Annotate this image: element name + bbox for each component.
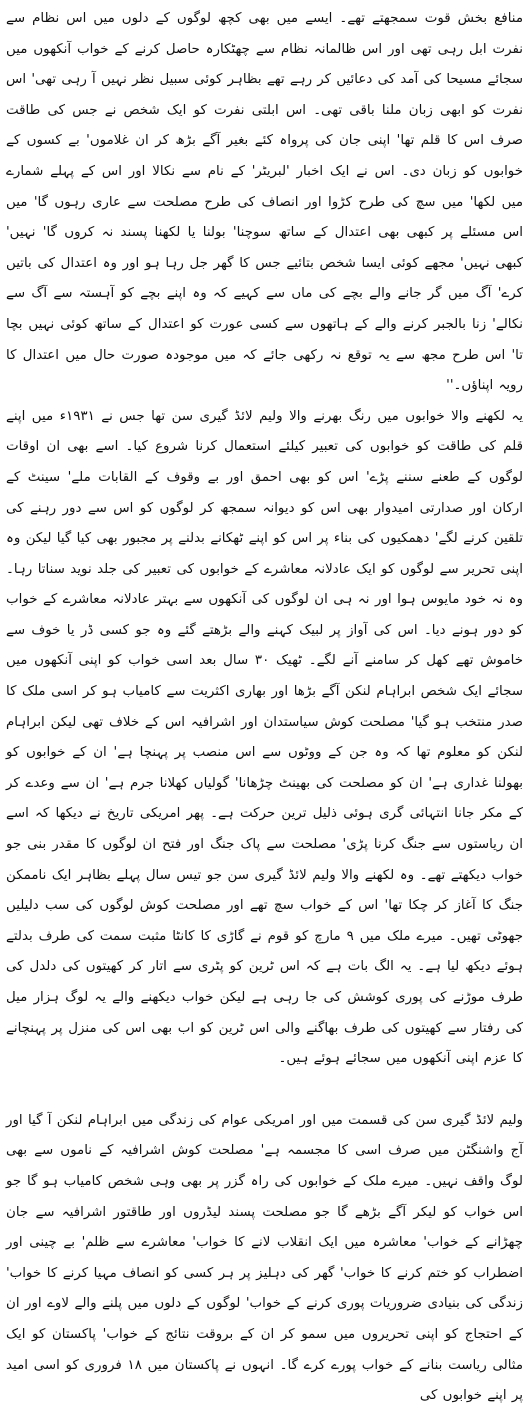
article-paragraph-2: یہ لکھنے والا خوابوں میں رنگ بھرنے والا ولیم لائڈ گیری سن تھا جس نے ۱۹۳۱ء میں اپنے قلم کی طاقت کو خوابوں کی تعبیر کیلئے استعمال کرنا شروع کیا۔ اسے بھی ان اوقات لوگوں کے طعنے سننے پڑے' اس کو بھی احمق اور بے وقوف کے القابات ملے' سینٹ کے ارکان اور صدارتی امیدوار بھی اس کو دیوانہ سمجھ کر لوگوں کو اس سے دور رہنے کی تلقین کرنے لگے' دھمکیوں کی بناء پر اس کو اپنے ٹھکانے بدلنے پر مجبور بھی کیا گیا لیکن وہ اپنی تحریر سے لوگوں کو ایک عادلانہ معاشرے کے خوابوں کی تعبیر کی جلد نوید سناتا رہا۔ وہ نہ خود مایوس ہوا اور نہ ہی ان لوگوں کی آنکھوں سے بہتر عادلانہ معاشرے کے خواب کو دور ہونے دیا۔ اس کی آواز پر لبیک کہنے والے بڑھتے گئے وہ جو کسی ڈر یا خوف سے خاموش تھے کھل کر سامنے آنے لگے۔ ٹھیک ۳۰ سال بعد اسی خواب کو اپنی آنکھوں میں سجائے ایک شخص ابراہام لنکن آگے بڑھا اور بھاری اکثریت سے کامیاب ہو کر اسی ملک کا صدر منتخب ہو گیا' مصلحت کوش سیاستدان اور اشرافیہ اس کے خلاف تھی لیکن ابراہام لنکن کو معلوم تھا کہ وہ جن کے ووٹوں سے اس منصب پر پہنچا ہے' ان کے خوابوں کو بھولنا غداری ہے' ان کو مصلحت کی بھینٹ چڑھانا' گولیاں کھلانا جرم ہے' ان سے وعدے کر کے مکر جانا انتہائی گری ہوئی ذلیل ترین حرکت ہے۔ پھر امریکی تاریخ نے دیکھا کہ اسے ان ریاستوں سے جنگ کرنا پڑی' مصلحت سے پاک جنگ اور فتح ان لوگوں کا مقدر بنی جو خواب دیکھتے تھے۔ وہ لکھنے والا ولیم لائڈ گیری سن جو تیس سال پہلے بظاہر ایک ناممکن جنگ کا آغاز کر چکا تھا' اس کے خواب سچ تھے اور مصلحت کوش لوگوں کی سب دلیلیں جھوٹی تھیں۔ میرے ملک میں ۹ مارچ کو قوم نے گاڑی کا کانٹا مثبت سمت کی طرف بدلتے ہوئے دیکھ لیا ہے۔ یہ الگ بات ہے کہ اس ٹرین کو پٹری سے اتار کر کھیتوں کی دلدل کی طرف موڑنے کی پوری کوشش کی جا رہی ہے لیکن خواب دیکھنے والے یہ لوگ ہزار میل کی رفتار سے کھیتوں کی طرف بھاگنے والی اس ٹرین کو اب بھی اس کی منزل پر پہنچانے کا عزم اپنی آنکھوں میں سجائے ہوئے ہیں۔ xyxy=(6,408,523,1067)
article-paragraph-1: منافع بخش قوت سمجھتے تھے۔ ایسے میں بھی کچھ لوگوں کے دلوں میں اس نظام سے نفرت ابل رہی تھی اور اس ظالمانہ نظام سے چھٹکارہ حاصل کرنے کے خواب آنکھوں میں سجائے مسیحا کی آمد کی دعائیں کر رہے تھے بظاہر کوئی سبیل نظر نہیں آ رہی تھی' اس نفرت کو ابھی زبان ملنا باقی تھی۔ اس ابلتی نفرت کو ایک شخص نے جس کی طاقت صرف اس کا قلم تھا' اپنی جان کی پرواہ کئے بغیر آگے بڑھ کر ان غلاموں' بے کسوں کے خوابوں کو زبان دی۔ اس نے ایک اخبار 'لبریٹر' کے نام سے نکالا اور اس کے پہلے شمارے میں لکھا' میں سچ کی طرح کڑوا اور انصاف کی طرح مصلحت سے عاری رہوں گا' میں اس مسئلے پر کبھی بھی اعتدال کے ساتھ سوچنا' بولنا یا لکھنا پسند نہ کروں گا' نہیں' کبھی نہیں' مجھے کوئی ایسا شخص بتائیے جس کا گھر جل رہا ہو اور وہ اعتدال کی باتیں کرے' آگ میں گر جانے والے بچے کی ماں سے کہیے کہ وہ اپنے بچے کو آہستہ سے آگ سے نکالے' زنا بالجبر کرنے والے کے ہاتھوں سے کسی عورت کو اعتدال کے ساتھ کوئی نہیں بچا تا' اس طرح مجھ سے یہ توقع نہ رکھی جائے کہ میں موجودہ صورت حال میں اعتدال کا رویہ اپناؤں۔'' xyxy=(6,11,523,394)
article-paragraph-3: ولیم لائڈ گیری سن کی قسمت میں اور امریکی عوام کی زندگی میں ابراہام لنکن آ گیا اور آج واشنگٹن میں صرف اسی کا مجسمہ ہے' مصلحت کوش اشرافیہ کے ناموں سے بھی لوگ واقف نہیں۔ میرے ملک کے خوابوں کی راہ گزر پر بھی وہی شخص کامیاب ہو گا جو اس خواب کو لیکر آگے بڑھے گا جو مصلحت پسند لیڈروں اور طاقتور اشرافیہ سے جان چھڑانے کے خواب' معاشرہ میں ایک انقلاب لانے کا خواب' معاشرے سے ظلم' بے چینی اور اضطراب کو ختم کرنے کا خواب' گھر کی دہلیز پر ہر کسی کو انصاف مہیا کرنے کا خواب' زندگی کی بنیادی ضروریات پوری کرنے کے خواب' لوگوں کے دلوں میں پلنے والے لاوے اور ان کے احتجاج کو اپنی تحریروں میں سمو کر ان کے بروقت نتائج کے خواب' پاکستان کو ایک مثالی ریاست بنانے کے خواب پورے کرے گا۔ انہوں نے پاکستان میں ۱۸ فروری کو اسی امید پر اپنے خوابوں کی xyxy=(6,1112,523,1404)
paragraph-gap xyxy=(6,1075,523,1106)
